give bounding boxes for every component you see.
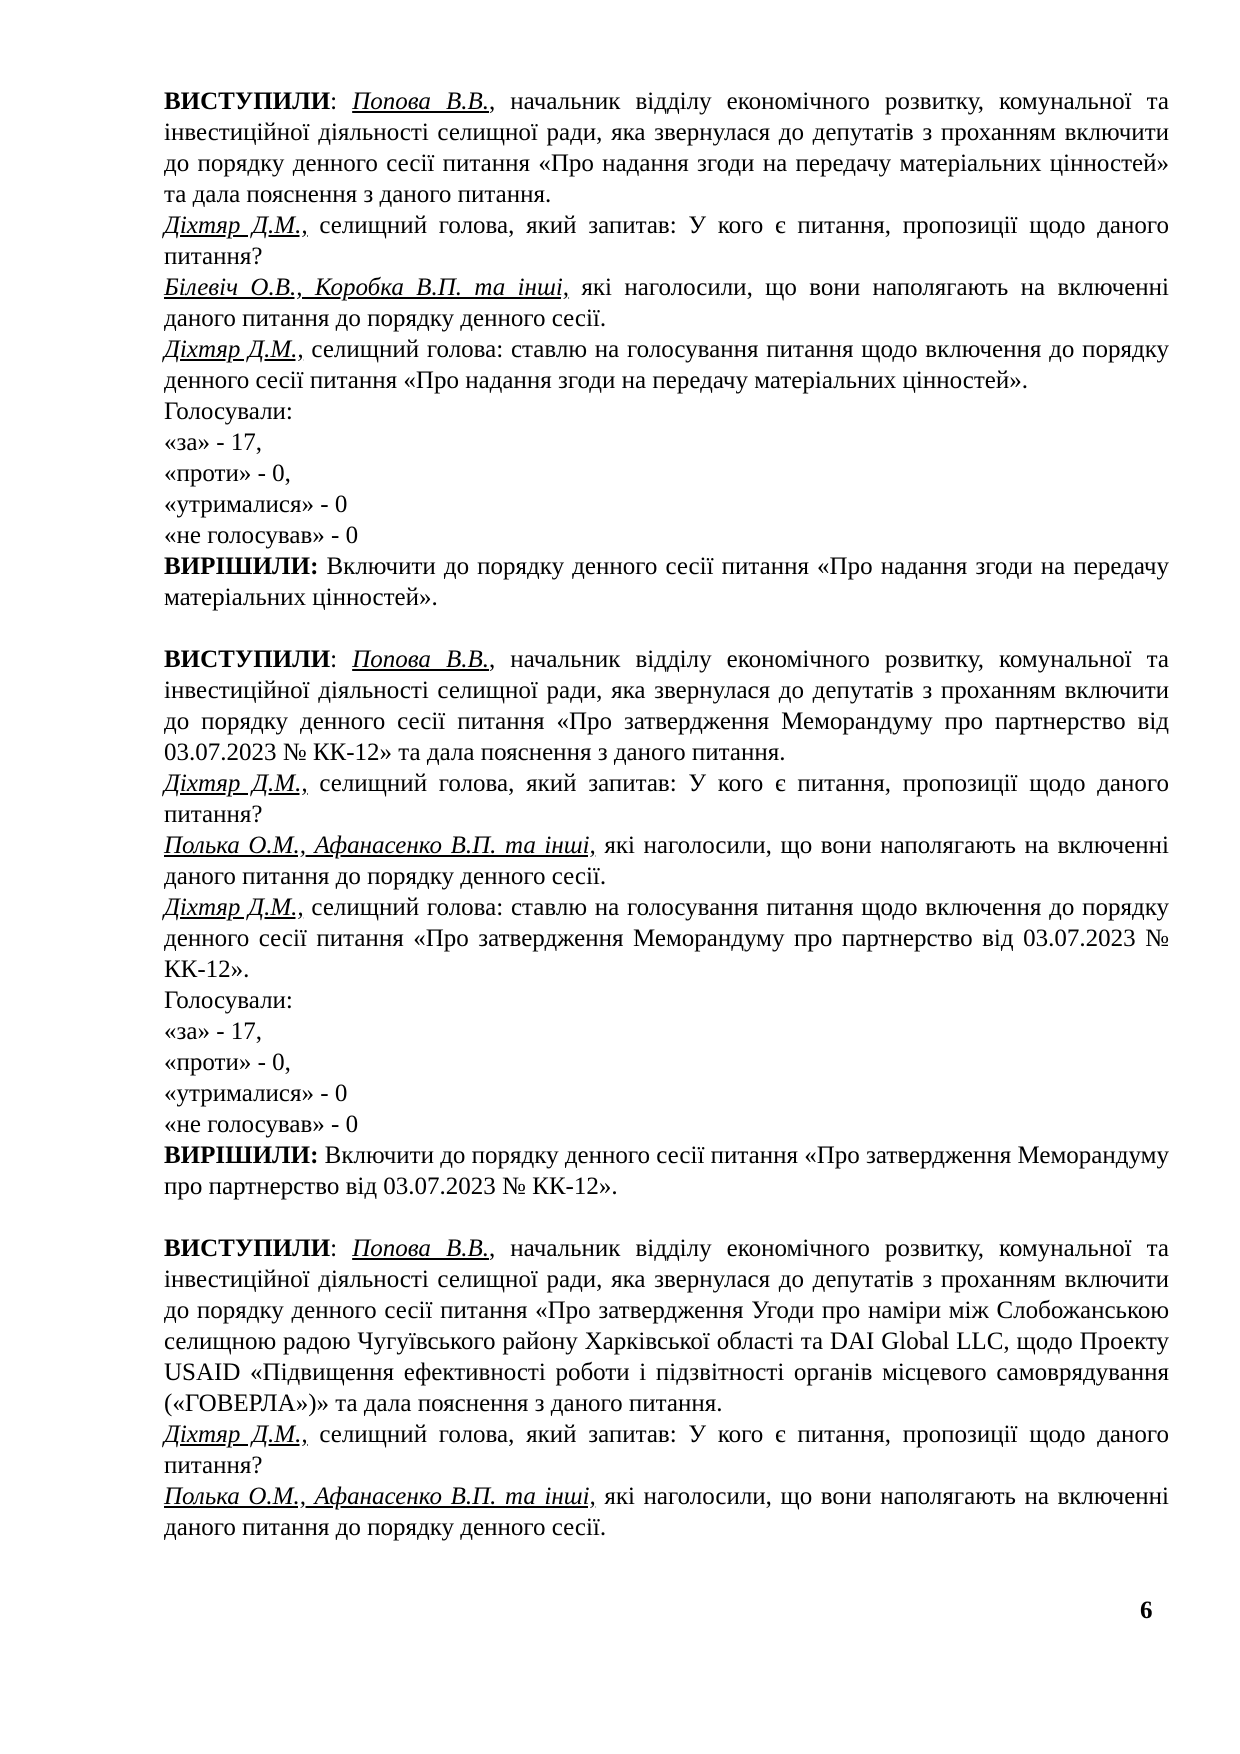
speech-paragraph [164, 1419, 1169, 1481]
speaker-name: Діхтяр Д.М., [164, 894, 304, 921]
speaker-name: Попова В.В. [352, 1235, 489, 1262]
speech-text: які наголосили, що вони наполягають на включенні даного питання до порядку денного сесії. [164, 1483, 1169, 1541]
speech-paragraph [164, 272, 1169, 334]
decision-text: Включити до порядку денного сесії питання «Про надання згоди на передачу матеріальних цінностей». [164, 553, 1169, 611]
vystupyly-label: ВИСТУПИЛИ [164, 646, 331, 673]
speech-paragraph [164, 830, 1169, 892]
vystupyly-label: ВИСТУПИЛИ [164, 1235, 331, 1262]
speech-paragraph [164, 334, 1169, 396]
vote-against: «проти» - 0, [164, 460, 291, 487]
speech-text: , начальник відділу економічного розвитку, комунальної та інвестиційної діяльності селищної ради, яка звернулася до депутатів з проханням включити до порядку денного сесії питання «Про надання згоди на передачу матеріальних цінностей» та дала пояснення з даного питання. [164, 88, 1169, 208]
vote-not-voted: «не голосував» - 0 [164, 1111, 359, 1138]
speech-text: селищний голова, який запитав: У кого є питання, пропозиції щодо даного питання? [164, 212, 1169, 270]
vote-abstained: «утрималися» - 0 [164, 491, 348, 518]
speech-text: , начальник відділу економічного розвитку, комунальної та інвестиційної діяльності селищної ради, яка звернулася до депутатів з проханням включити до порядку денного сесії питання «Про затвердження Меморандуму про партнерство від 03.07.2023 № КК-12» та дала пояснення з даного питання. [164, 646, 1169, 766]
speaker-name: Білевіч О.В., Коробка В.П. та інші, [164, 274, 570, 301]
agenda-block-3 [164, 1233, 1169, 1543]
speech-paragraph [164, 768, 1169, 830]
speech-text: селищний голова: ставлю на голосування питання щодо включення до порядку денного сесії питання «Про надання згоди на передачу матеріальних цінностей». [164, 336, 1169, 394]
agenda-block-2 [164, 644, 1169, 1202]
speaker-name: Діхтяр Д.М., [164, 336, 304, 363]
vystupyly-label: ВИСТУПИЛИ [164, 88, 331, 115]
vote-against: «проти» - 0, [164, 1049, 291, 1076]
page-number: 6 [1140, 1597, 1153, 1624]
label-separator: : [330, 646, 353, 673]
speech-text: селищний голова: ставлю на голосування питання щодо включення до порядку денного сесії питання «Про затвердження Меморандуму про партнерство від 03.07.2023 № КК-12». [164, 894, 1169, 983]
vote-for: «за» - 17, [164, 1018, 263, 1045]
document-page [164, 86, 1169, 1543]
decision-paragraph [164, 551, 1169, 613]
speaker-name: Діхтяр Д.М., [164, 770, 308, 797]
decision-text: Включити до порядку денного сесії питання «Про затвердження Меморандуму про партнерство від 03.07.2023 № КК-12». [164, 1142, 1169, 1200]
speech-text: селищний голова, який запитав: У кого є питання, пропозиції щодо даного питання? [164, 770, 1169, 828]
speaker-name: Полька О.М., Афанасенко В.П. та інші, [164, 832, 596, 859]
vote-for: «за» - 17, [164, 429, 263, 456]
speech-text: селищний голова, який запитав: У кого є питання, пропозиції щодо даного питання? [164, 1421, 1169, 1479]
decision-paragraph [164, 1140, 1169, 1202]
speaker-name: Діхтяр Д.М., [164, 212, 308, 239]
speech-paragraph [164, 1481, 1169, 1543]
decision-label: ВИРІШИЛИ: [164, 1142, 319, 1169]
label-separator: : [330, 88, 353, 115]
speech-paragraph [164, 210, 1169, 272]
decision-label: ВИРІШИЛИ: [164, 553, 319, 580]
vote-not-voted: «не голосував» - 0 [164, 522, 359, 549]
agenda-block-1 [164, 86, 1169, 613]
label-separator: : [330, 1235, 353, 1262]
speech-paragraph [164, 86, 1169, 210]
speech-paragraph [164, 892, 1169, 985]
speech-text: які наголосили, що вони наполягають на включенні даного питання до порядку денного сесії. [164, 832, 1169, 890]
vote-title: Голосували: [164, 398, 293, 425]
vote-title: Голосували: [164, 987, 293, 1014]
vote-abstained: «утрималися» - 0 [164, 1080, 348, 1107]
speech-text: , начальник відділу економічного розвитку, комунальної та інвестиційної діяльності селищної ради, яка звернулася до депутатів з проханням включити до порядку денного сесії питання «Про затвердження Угоди про наміри між Слобожанською селищною радою Чугуївського району Харківської області та DAI Global LLC, щодо Проекту USAID «Підвищення ефективності роботи і підзвітності органів місцевого самоврядування («ГОВЕРЛА»)» та дала пояснення з даного питання. [164, 1235, 1169, 1417]
speech-paragraph [164, 1233, 1169, 1419]
speaker-name: Полька О.М., Афанасенко В.П. та інші, [164, 1483, 596, 1510]
speech-text: які наголосили, що вони наполягають на включенні даного питання до порядку денного сесії. [164, 274, 1169, 332]
speaker-name: Попова В.В. [352, 646, 489, 673]
speaker-name: Попова В.В. [352, 88, 489, 115]
speech-paragraph [164, 644, 1169, 768]
speaker-name: Діхтяр Д.М., [164, 1421, 308, 1448]
